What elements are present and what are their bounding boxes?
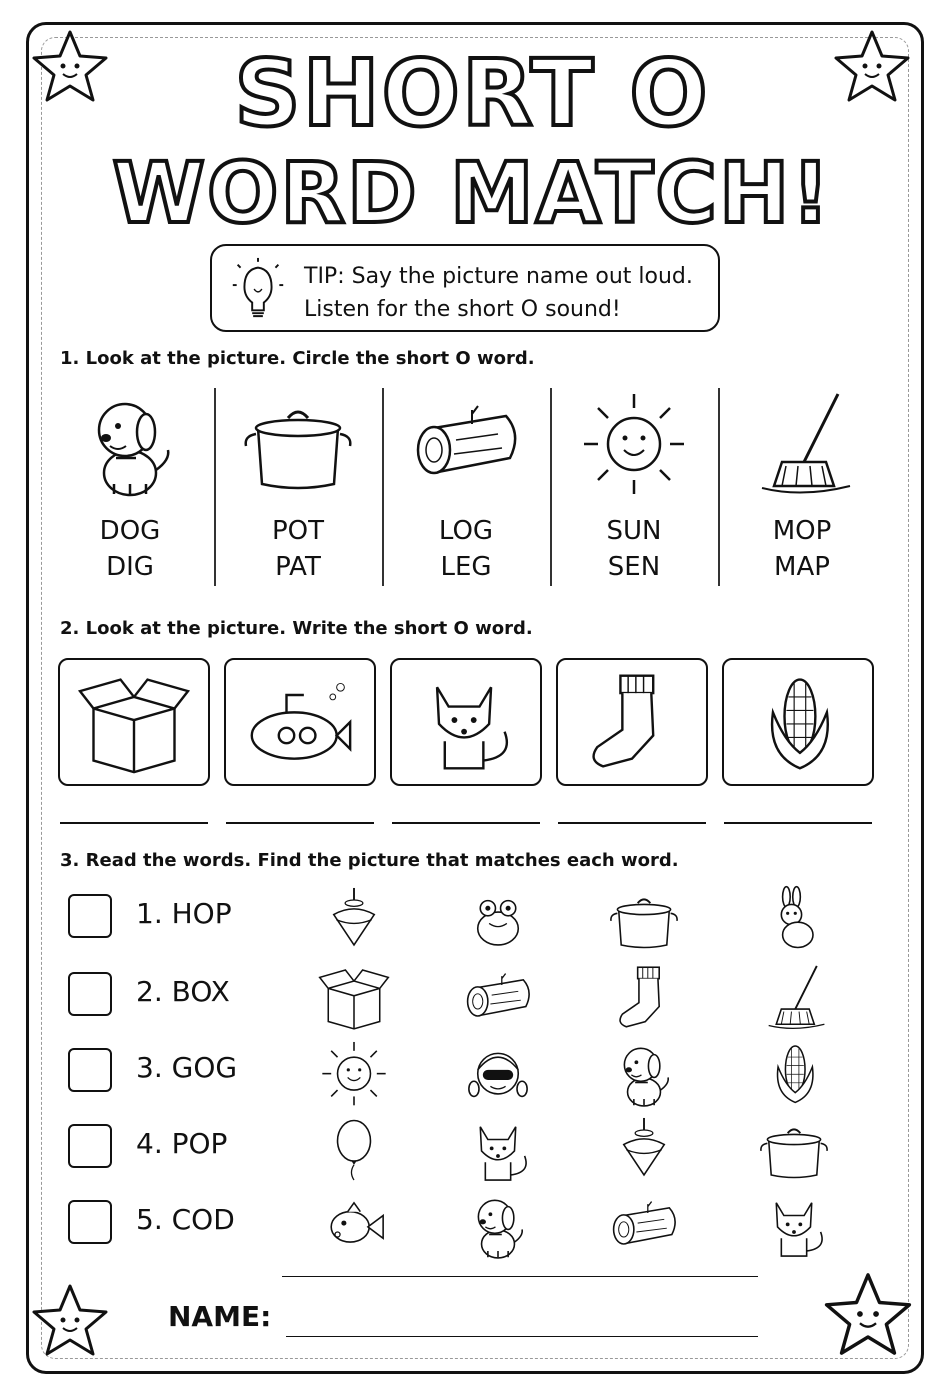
dog-icon[interactable] <box>606 1038 682 1108</box>
box-icon[interactable] <box>316 962 392 1032</box>
match-word: 5. COD <box>136 1203 235 1236</box>
sock-icon <box>572 668 692 776</box>
match-word: 3. GOG <box>136 1051 238 1084</box>
title-line-1: SHORT O <box>234 40 710 147</box>
match-row <box>66 1038 886 1110</box>
answer-checkbox[interactable] <box>68 1048 112 1092</box>
word-option[interactable]: LEG <box>440 552 492 582</box>
section-1-item <box>382 388 550 586</box>
picture-card <box>390 658 542 786</box>
fox-icon <box>406 668 526 776</box>
answer-checkbox[interactable] <box>68 1124 112 1168</box>
picture-card <box>58 658 210 786</box>
tip-box <box>210 244 720 332</box>
answer-checkbox[interactable] <box>68 894 112 938</box>
picture-card <box>722 658 874 786</box>
dog-icon[interactable] <box>460 1190 536 1260</box>
match-row <box>66 884 886 956</box>
write-line[interactable] <box>558 822 706 824</box>
word-option[interactable]: SEN <box>607 552 661 582</box>
corn-icon[interactable] <box>756 1038 832 1108</box>
sun-icon <box>574 388 694 500</box>
picture-card <box>556 658 708 786</box>
rabbit-icon[interactable] <box>756 884 832 954</box>
submarine-icon <box>240 668 360 776</box>
lightbulb-icon <box>230 256 286 320</box>
pot-icon[interactable] <box>606 884 682 954</box>
word-option[interactable]: DIG <box>106 552 154 582</box>
top-icon[interactable] <box>316 884 392 954</box>
girl-goggles-icon[interactable] <box>460 1038 536 1108</box>
dog-icon <box>70 388 190 500</box>
picture-card <box>224 658 376 786</box>
section-1-row <box>46 388 898 586</box>
section-1-item <box>46 388 214 586</box>
section-3-heading: 3. Read the words. Find the picture that matches each word. <box>60 850 679 871</box>
match-word: 4. POP <box>136 1127 228 1160</box>
section-1-heading: 1. Look at the picture. Circle the short O word. <box>60 348 535 369</box>
sock-icon[interactable] <box>606 962 682 1032</box>
name-label: NAME: <box>168 1300 272 1333</box>
write-line[interactable] <box>724 822 872 824</box>
match-row <box>66 1114 886 1186</box>
corn-icon <box>738 668 858 776</box>
section-1-item <box>550 388 718 586</box>
balloon-icon[interactable] <box>316 1114 392 1184</box>
star-smile-icon <box>822 1270 914 1358</box>
word-option[interactable]: LOG <box>438 516 494 546</box>
pot-icon <box>238 388 358 500</box>
box-icon <box>74 668 194 776</box>
write-line[interactable] <box>226 822 374 824</box>
answer-checkbox[interactable] <box>68 1200 112 1244</box>
name-line[interactable] <box>286 1336 758 1337</box>
write-line[interactable] <box>392 822 540 824</box>
mop-icon <box>742 388 862 500</box>
word-option[interactable]: MAP <box>774 552 830 582</box>
section-1-item <box>718 388 886 586</box>
answer-checkbox[interactable] <box>68 972 112 1016</box>
word-option[interactable]: PAT <box>275 552 321 582</box>
match-row <box>66 1190 886 1262</box>
write-line[interactable] <box>60 822 208 824</box>
section-1-item <box>214 388 382 586</box>
match-row <box>66 962 886 1034</box>
word-option[interactable]: DOG <box>99 516 161 546</box>
title-line-2: WORD MATCH! <box>112 144 832 242</box>
pot-icon[interactable] <box>756 1114 832 1184</box>
top-icon[interactable] <box>606 1114 682 1184</box>
fish-icon[interactable] <box>316 1190 392 1260</box>
match-word: 1. HOP <box>136 897 232 930</box>
match-word: 2. BOX <box>136 975 230 1008</box>
log-icon[interactable] <box>460 962 536 1032</box>
word-option[interactable]: POT <box>271 516 325 546</box>
star-smile-icon <box>30 1282 110 1358</box>
sun-icon[interactable] <box>316 1038 392 1108</box>
log-icon <box>406 388 526 500</box>
fox-icon[interactable] <box>460 1114 536 1184</box>
tip-text: TIP: Say the picture name out loud. Listen for the short O sound! <box>304 264 693 322</box>
word-option[interactable]: MOP <box>772 516 832 546</box>
divider <box>282 1276 758 1277</box>
word-option[interactable]: SUN <box>606 516 662 546</box>
fox-icon[interactable] <box>756 1190 832 1260</box>
frog-icon[interactable] <box>460 884 536 954</box>
section-2-heading: 2. Look at the picture. Write the short O word. <box>60 618 533 639</box>
mop-icon[interactable] <box>756 962 832 1032</box>
log-icon[interactable] <box>606 1190 682 1260</box>
